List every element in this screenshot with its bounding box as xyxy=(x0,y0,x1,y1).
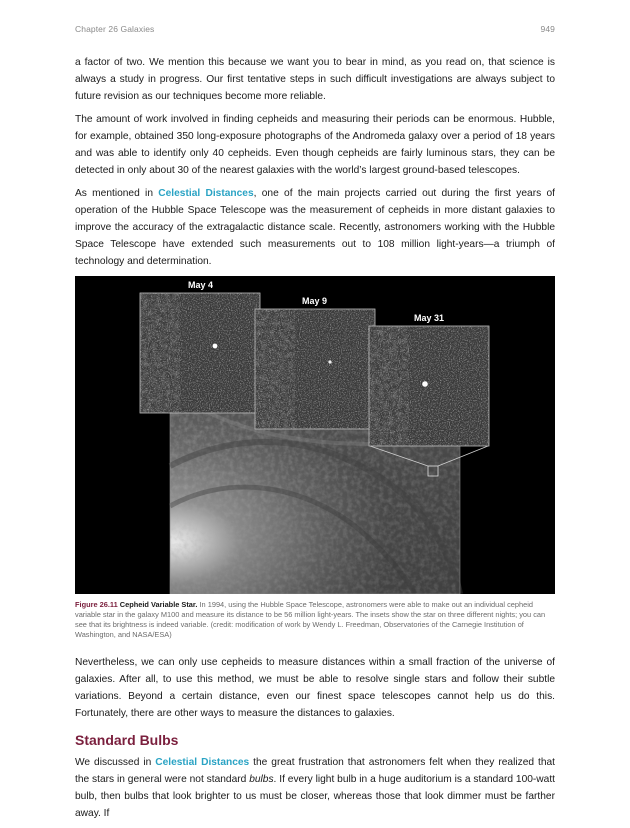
figure-title: Cepheid Variable Star. xyxy=(119,600,198,609)
figure-number: Figure 26.11 xyxy=(75,600,118,609)
figure-cepheid-image xyxy=(75,276,555,594)
paragraph-5-italic: bulbs xyxy=(249,774,274,785)
inset-label-may-4: May 4 xyxy=(188,280,214,290)
inset-may-4 xyxy=(140,293,260,413)
cepheid-star-may-31 xyxy=(422,381,428,387)
inset-may-9 xyxy=(255,309,375,429)
paragraph-1: a factor of two. We mention this because we want you to bear in mind, as you read on, that science is always a study in progress. Our first tentative steps in such difficult investigations are always subject to future revision as our techniques become more reliable. xyxy=(75,57,555,102)
paragraph-4: Nevertheless, we can only use cepheids to measure distances within a small fraction of the universe of galaxies. After all, to use this method, we must be able to resolve single stars and follow their subtle variations. Beyond a certain distance, even our finest space telescopes cannot help us do this. Fortunately, there are other ways to measure the distances to galaxies. xyxy=(75,657,555,719)
paragraph-3 xyxy=(75,185,555,270)
main-content xyxy=(75,54,555,828)
cepheid-star-may-4 xyxy=(213,344,218,349)
figure-caption-text: In 1994, using the Hubble Space Telescope, astronomers were able to make out an individual cepheid variable star in the galaxy M100 and measure its distance to be 56 million light-years. The insets show the star on three different nights; you can see that its brightness is indeed variable. (credit: modification of work by Wendy L. Freedman, Observatories of the Carnegie Institution of Washington, and NASA/ESA) xyxy=(75,600,546,639)
paragraph-5-text-c: . If every light bulb in a huge auditorium is a standard 100-watt bulb, then bulbs that look brighter to us must be closer, whereas those that look dimmer must be farther away. If xyxy=(75,774,555,819)
running-head xyxy=(75,24,555,34)
cepheid-star-may-9 xyxy=(328,360,331,363)
inset-may-31 xyxy=(369,326,489,446)
paragraph-5 xyxy=(75,754,555,822)
page-number: 949 xyxy=(540,24,555,34)
paragraph-5-text-b: the great frustration that astronomers felt when they realized that the stars in general were not standard xyxy=(75,757,555,785)
paragraph-2: The amount of work involved in finding cepheids and measuring their periods can be enormous. Hubble, for example, obtained 350 long-exposure photographs of the Andromeda galaxy over a period of 18 years and was able to identify only 40 cepheids. Even though cepheids are fairly luminous stars, they can be detected in only about 30 of the nearest galaxies with the world’s largest ground-based telescopes. xyxy=(75,114,555,176)
paragraph-3-text-b: , one of the main projects carried out during the first years of operation of the Hubble Space Telescope was the measurement of cepheids in more distant galaxies to improve the accuracy of the extragalactic distance scale. Recently, astronomers working with the Hubble Space Telescope have extended such measurements out to 108 million light-years—a triumph of technology and determination. xyxy=(75,188,555,267)
celestial-distances-link[interactable]: Celestial Distances xyxy=(158,188,254,199)
inset-label-may-31: May 31 xyxy=(414,313,445,323)
cepheid-figure-graphic xyxy=(75,276,555,594)
paragraph-3-text-a: As mentioned in xyxy=(75,188,159,199)
figure-caption xyxy=(75,600,555,640)
paragraph-5-text-a: We discussed in xyxy=(75,757,156,768)
inset-label-may-9: May 9 xyxy=(302,296,328,306)
celestial-distances-link-2[interactable]: Celestial Distances xyxy=(155,757,250,768)
section-heading-standard-bulbs: Standard Bulbs xyxy=(75,732,179,748)
chapter-title: Chapter 26 Galaxies xyxy=(75,24,155,34)
